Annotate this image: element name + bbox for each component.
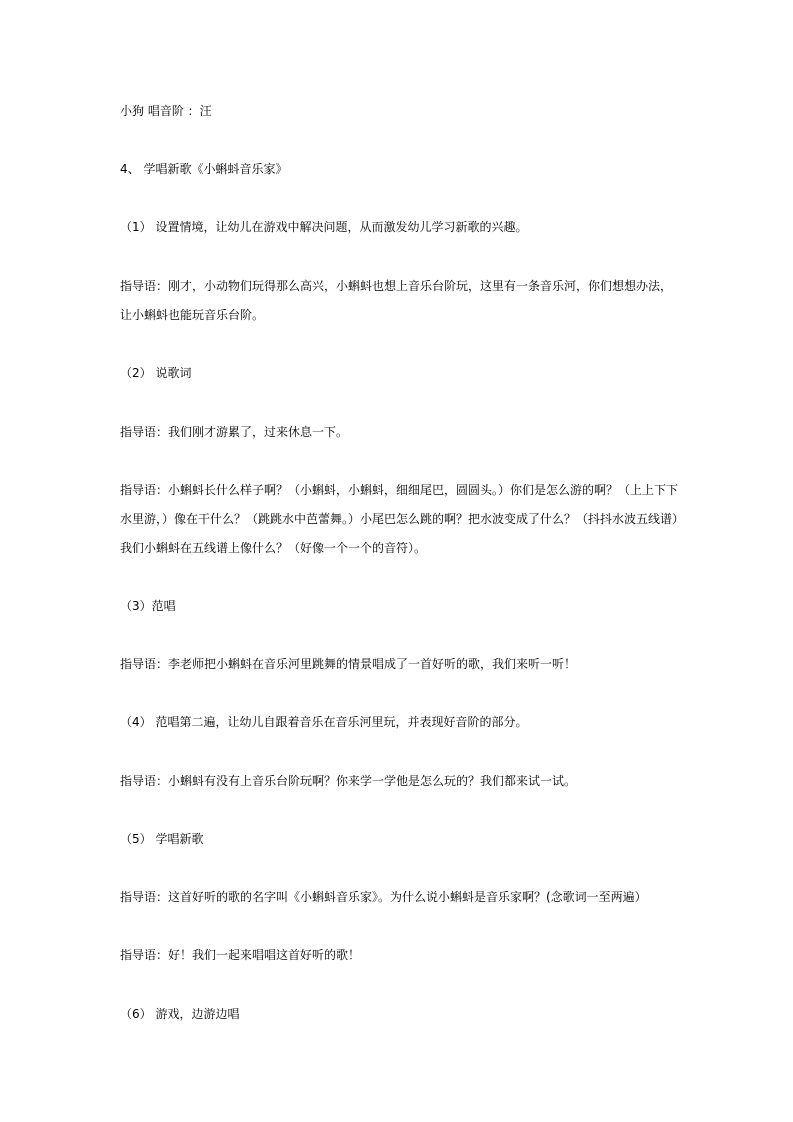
step-5-guide-sing: 指导语：好！我们一起来唱唱这首好听的歌！ [120, 948, 361, 962]
step-2-guide-lyrics: 指导语：小蝌蚪长什么样子啊？（小蝌蚪，小蝌蚪，细细尾巴，圆圆头。）你们是怎么游的啊？（上上下下水里游，）像在干什么？（跳跳水中芭蕾舞。）小尾巴怎么跳的啊？把水波变成了什么？（抖抖水波五线谱）我们小蝌蚪在五线谱上像什么？（好像一个一个的音符）。 [120, 483, 679, 555]
step-2-heading: （2） 说歌词 [120, 366, 192, 380]
section-heading-learn-song: 4、 学唱新歌《小蝌蚪音乐家》 [120, 162, 288, 176]
step-5-guide-name: 指导语：这首好听的歌的名字叫《小蝌蚪音乐家》。为什么说小蝌蚪是音乐家啊？(念歌词一至两遍） [120, 890, 647, 904]
step-4-heading: （4） 范唱第二遍，让幼儿自跟着音乐在音乐河里玩，并表现好音阶的部分。 [120, 715, 528, 729]
step-1-guide: 指导语：刚才，小动物们玩得那么高兴，小蝌蚪也想上音乐台阶玩，这里有一条音乐河，你们想想办法，让小蝌蚪也能玩音乐台阶。 [120, 279, 673, 322]
step-5-heading: （5） 学唱新歌 [120, 832, 204, 846]
step-1-heading: （1） 设置情境，让幼儿在游戏中解决问题，从而激发幼儿学习新歌的兴趣。 [120, 220, 528, 234]
step-3-heading: （3）范唱 [120, 599, 176, 613]
step-4-guide: 指导语：小蝌蚪有没有上音乐台阶玩啊？你来学一学他是怎么玩的？我们都来试一试。 [120, 774, 577, 788]
step-6-heading: （6） 游戏，边游边唱 [120, 1007, 240, 1021]
step-3-guide: 指导语：李老师把小蝌蚪在音乐河里跳舞的情景唱成了一首好听的歌，我们来听一听！ [120, 657, 577, 671]
line-puppy-scale: 小狗 唱音阶 ：汪 [120, 104, 212, 118]
step-2-guide-rest: 指导语：我们刚才游累了，过来休息一下。 [120, 425, 349, 439]
